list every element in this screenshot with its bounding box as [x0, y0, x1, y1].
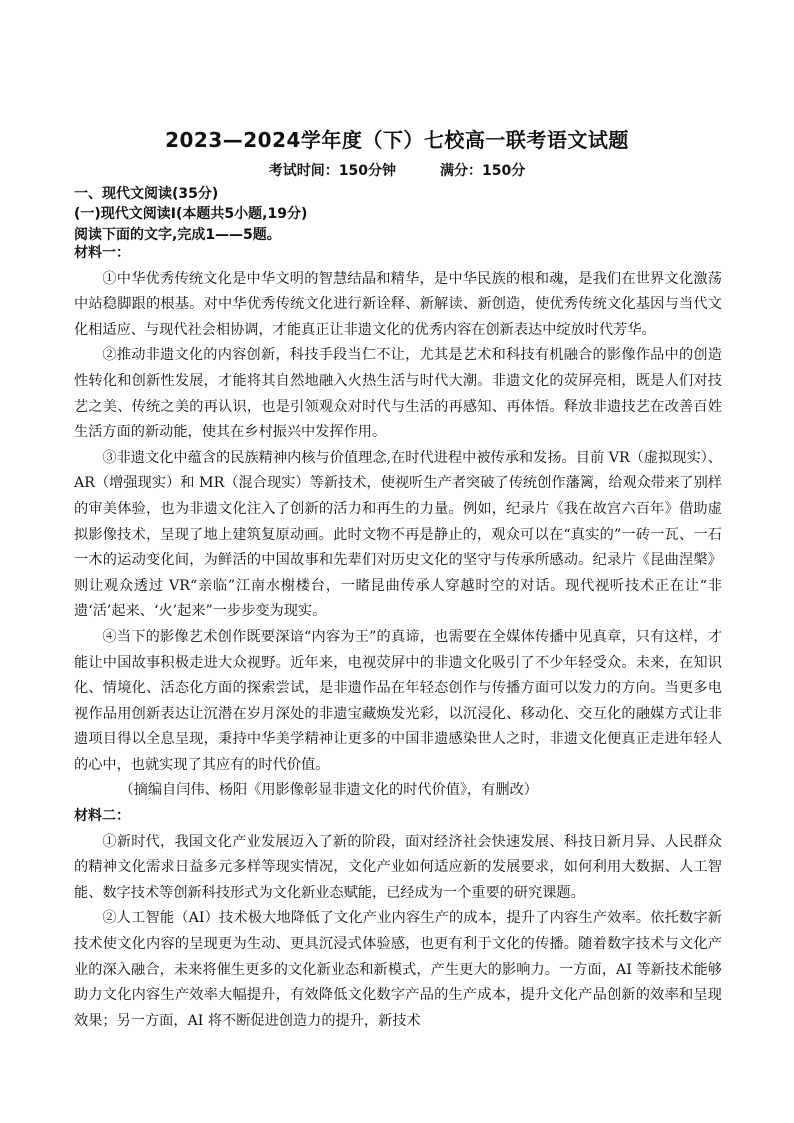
material-1-paragraph: ④当下的影像艺术创作既要深谙“内容为王”的真谛，也需要在全媒体传播中见真章，只有这样，才能让中国故事积极走进大众视野。近年来，电视荧屏中的非遗文化吸引了不少年轻受众。未来，在知识化、情境化、活态化方面的探索尝试，是非遗作品在年轻态创作与传播方面可以发力的方向。当更多电视作品用创新表达让沉潜在岁月深处的非遗宝藏焕发光彩，以沉浸化、移动化、交互化的融媒方式让非遗项目得以全息呈现，秉持中华美学精神让更多的中国非遗感染世人之时，非遗文化便真正走进年轻人的心中，也就实现了其应有的时代价值。	[74, 628, 722, 773]
material-2-label: 材料二：	[74, 808, 130, 825]
reading-instruction: 阅读下面的文字,完成1——5题。	[74, 227, 281, 243]
material-2-paragraph: ①新时代，我国文化产业发展迈入了新的阶段，面对经济社会快速发展、科技日新月异、人民群众的精神文化需求日益多元多样等现实情况，文化产业如何适应新的发展要求，如何利用大数据、人工智能、数字技术等创新科技形式为文化新业态赋能，已经成为一个重要的研究课题。	[74, 833, 722, 901]
full-score: 满分：150分	[440, 163, 526, 179]
section-heading: 一、现代文阅读(35分)	[74, 186, 219, 202]
material-1-paragraph: ③非遗文化中蕴含的民族精神内核与价值理念,在时代进程中被传承和发扬。目前 VR（虚拟现实）、AR（增强现实）和 MR（混合现实）等新技术，使视听生产者突破了传统创作藩篱，给观众带来了别样的审美体验，也为非遗文化注入了创新的活力和再生的力量。例如，纪录片《我在故宫六百年》借助虚拟影像技术，呈现了地上建筑复原动画。此时文物不再是静止的，观众可以在“真实的”一砖一瓦、一石一木的运动变化间，为鲜活的中国故事和先辈们对历史文化的坚守与传承所感动。纪录片《昆曲涅槃》则让观众透过 VR“亲临”江南水榭楼台，一睹昆曲传承人穿越时空的对话。现代视听技术正在让“非遗‘活’起来、‘火’起来”一步步变为现实。	[74, 449, 722, 620]
passage-body	[74, 241, 722, 1034]
exam-info	[0, 160, 794, 180]
material-1-paragraph: ②推动非遗文化的内容创新，科技手段当仁不让，尤其是艺术和科技有机融合的影像作品中的创造性转化和创新性发展，才能将其自然地融入火热生活与时代大潮。非遗文化的荧屏亮相，既是人们对技艺之美、传统之美的再认识，也是引领观众对时代与生活的再感知、再体悟。释放非遗技艺在改善百姓生活方面的新动能，使其在乡村振兴中发挥作用。	[74, 347, 722, 441]
exam-title: 2023—2024学年度（下）七校高一联考语文试题	[165, 128, 629, 152]
material-2-paragraph: ②人工智能（AI）技术极大地降低了文化产业内容生产的成本，提升了内容生产效率。依托数字新技术使文化内容的呈现更为生动、更具沉浸式体验感，也更有利于文化的传播。随着数字技术与文化产业的深入融合，未来将催生更多的文化新业态和新模式，产生更大的影响力。一方面，AI 等新技术能够助力文化内容生产效率大幅提升，有效降低文化数字产品的生产成本，提升文化产品创新的效率和呈现效果；另一方面，AI 将不断促进创造力的提升，新技术	[74, 910, 722, 1029]
material-1-label: 材料一：	[74, 245, 130, 261]
material-1-paragraph: ①中华优秀传统文化是中华文明的智慧结晶和精华，是中华民族的根和魂，是我们在世界文化激荡中站稳脚跟的根基。对中华优秀传统文化进行新诠释、新解读、新创造，使优秀传统文化基因与当代文化相适应、与现代社会相协调，才能真正让非遗文化的优秀内容在创新表达中绽放时代芳华。	[74, 270, 722, 338]
exam-time: 考试时间：150分钟	[268, 163, 396, 179]
subsection-heading: (一)现代文阅读Ⅰ(本题共5小题,19分)	[74, 206, 308, 222]
material-1-source: （摘编自闫伟、杨阳《用影像彰显非遗文化的时代价值》，有删改）	[119, 782, 538, 799]
